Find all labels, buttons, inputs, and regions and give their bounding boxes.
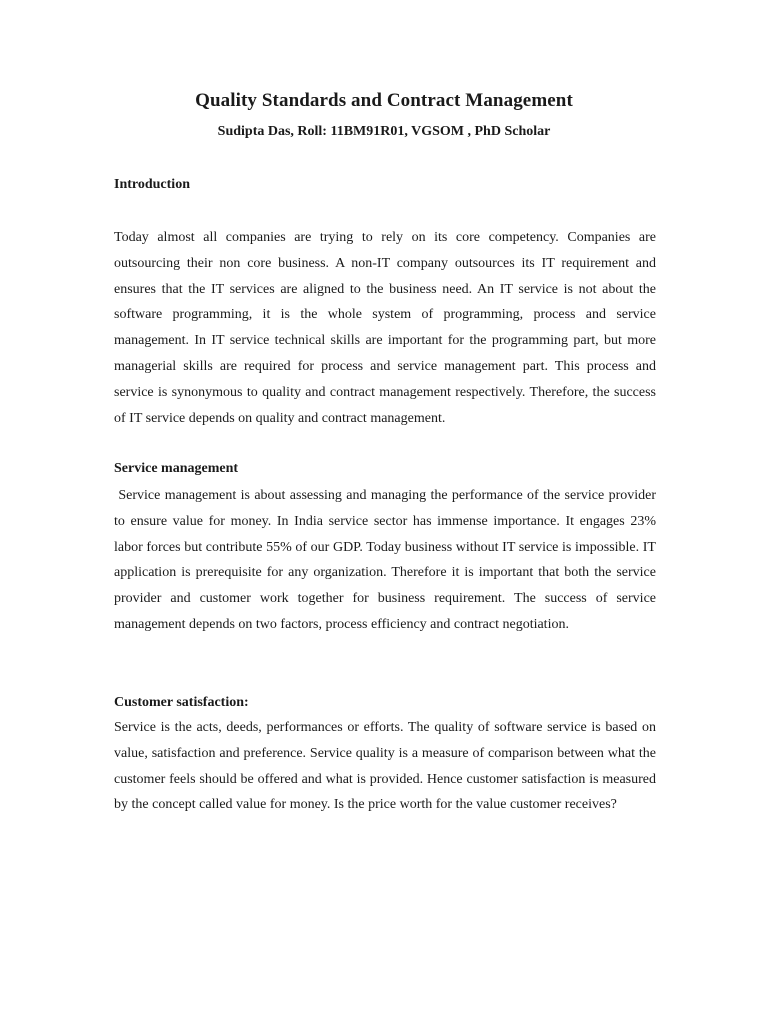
- section-heading-introduction: Introduction: [114, 177, 190, 192]
- section-body-customer-satisfaction: Service is the acts, deeds, performances or efforts. The quality of software service is based on value, satisfaction and preference. Service quality is a measure of comparison between what the customer feels should be offered and what is provided. Hence customer satisfaction is measured by the concept called value for money. Is the price worth for the value customer receives?: [114, 720, 656, 813]
- author-line: Sudipta Das, Roll: 11BM91R01, VGSOM , PhD Scholar: [217, 124, 551, 139]
- document-title: Quality Standards and Contract Management: [195, 90, 573, 111]
- section-heading-customer-satisfaction: Customer satisfaction:: [114, 695, 249, 710]
- section-body-introduction: Today almost all companies are trying to rely on its core competency. Companies are outsourcing their non core business. A non-IT company outsources its IT requirement and ensures that the IT services are aligned to the business need. An IT service is not about the software programming, it is the whole system of programming, process and service management. In IT service technical skills are important for the programming part, but more managerial skills are required for process and service management part. This process and service is synonymous to quality and contract management respectively. Therefore, the success of IT service depends on quality and contract management.: [114, 230, 656, 426]
- section-heading-service-management: Service management: [114, 461, 239, 476]
- section-body-service-management: Service management is about assessing and managing the performance of the service provider to ensure value for money. In India service sector has immense importance. It engages 23% labor forces but contribute 55% of our GDP. Today business without IT service is impossible. IT application is prerequisite for any organization. Therefore it is important that both the service provider and customer work together for business requirement. The success of service management depends on two factors, process efficiency and contract negotiation.: [114, 488, 656, 632]
